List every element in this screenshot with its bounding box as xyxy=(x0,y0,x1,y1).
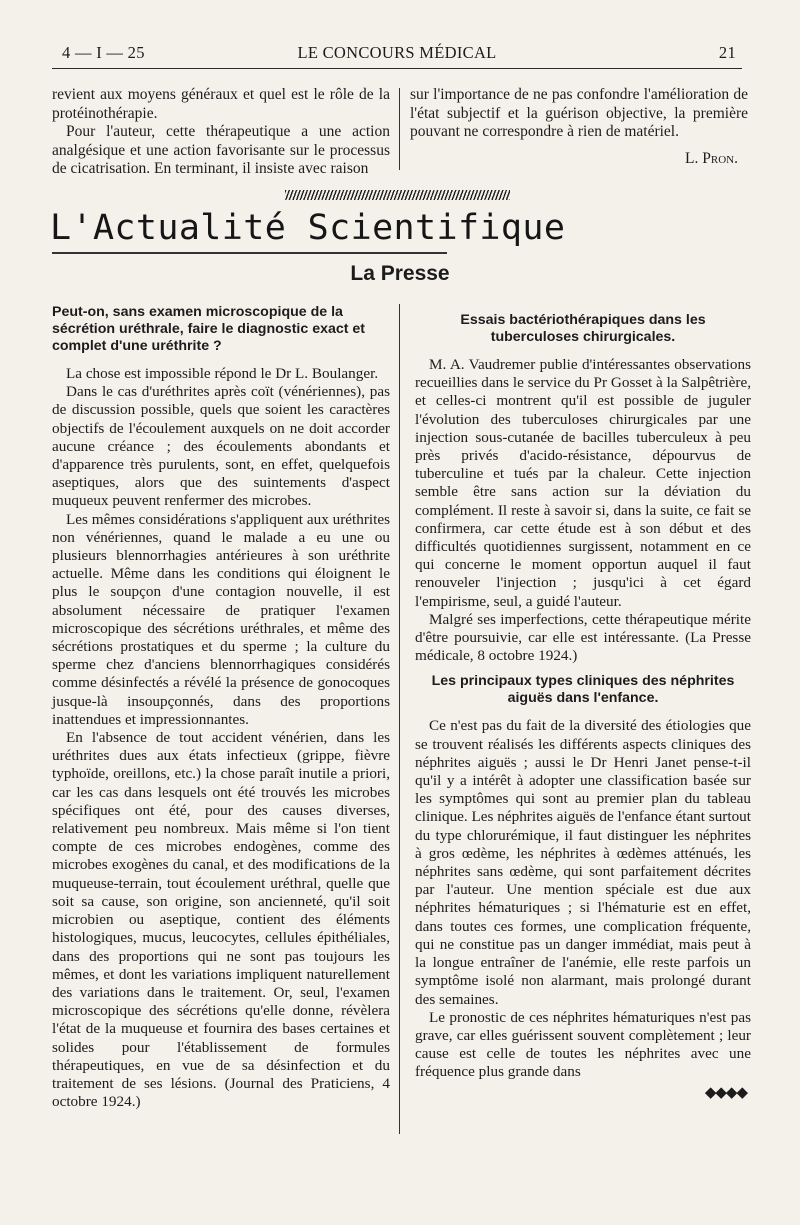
article-2-title: Essais bactériothérapiques dans les tuberculoses chirurgicales. xyxy=(460,312,706,345)
issue-date: 4 — I — 25 xyxy=(62,43,145,62)
page-header xyxy=(52,40,742,69)
previous-article-right-column xyxy=(410,86,748,168)
article-1-paragraph-3: Les mêmes considérations s'appliquent aux uréthrites non vénériennes, quand le malade a eu une ou plusieurs blennorrhagies antérieures à son uréthrite actuelle. Même dans les conditions qui éloignent le plus le soupçon d'une contagion nouvelle, il est absolument nécessaire de pratiquer l'examen microscopique des sécrétions uréthrales, et même des sécrétions prostatiques et du sperme ; la culture du sperme chez d'anciens blennorrhagiques considérés comme désinfectés a révélé la présence de gonocoques jusque-là insoupçonnés, dans des proportions inattendues et impressionnantes. xyxy=(52,510,390,728)
column-divider xyxy=(399,304,400,1134)
article-1-paragraph-4: En l'absence de tout accident vénérien, dans les uréthrites dues aux états infectieux (grippe, fièvre typhoïde, oreillons, etc.) la chose paraît inutile a priori, car les cas dans lesquels ont été trouvés les microbes spécifiques ont été, pour des causes diverses, relativement peu nombreux. Mais même si l'on tient compte de ces microbes endogènes, comme des microbes exogènes du canal, et des modifications de la muqueuse-terrain, tout écoulement uréthral, quelle que soit sa cause, son origine, son ancienneté, qu'il soit microbien ou aseptique, contient des éléments histologiques, mucus, leucocytes, cellules épithéliales, dans des proportions qui ne sont pas toujours les mêmes, et dont les variations impliquent naturellement des variations dans le traitement. Or, seul, l'examen microscopique des sécrétions qu'elle donne, révèlera l'état de la muqueuse et fournira des bases certaines et solides pour l'établissement de formules thérapeutiques, en vue de sa désinfection et du traitement de ses lésions. (Journal des Praticiens, 4 octobre 1924.) xyxy=(52,729,390,1111)
previous-article-text-3: sur l'importance de ne pas confondre l'amélioration de l'état subjectif et la guérison objective, la première pouvant ne correspondre à rien de matériel. xyxy=(410,86,748,141)
article-2-paragraph-2: Malgré ses imperfections, cette thérapeutique mérite d'être poursuivie, car elle est intéressante. (La Presse médicale, 8 octobre 1924.) xyxy=(415,610,751,665)
article-1-title: Peut-on, sans examen microscopique de la sécrétion uréthrale, faire le diagnostic exact et complet d'une uréthrite ? xyxy=(52,304,366,354)
author-signature: L. Pron. xyxy=(685,149,738,167)
end-ornament-icon: ◆◆◆◆ xyxy=(704,1084,747,1101)
journal-name: LE CONCOURS MÉDICAL xyxy=(297,43,497,62)
title-underline xyxy=(52,252,447,254)
article-1-paragraph-2: Dans le cas d'uréthrites après coït (vénériennes), pas de discussion possible, quels que soient les caractères objectifs de l'écoulement auxquels on ne doit accorder aucune créance ; des écoulements abondants et d'apparence très purulents, sont, en effet, quelquefois aseptiques, alors que des suintements d'aspect muqueux peuvent renfermer des microbes. xyxy=(52,383,390,510)
right-column xyxy=(415,304,751,1102)
article-2-paragraph-1: M. A. Vaudremer publie d'intéressantes observations recueillies dans le service du Pr Gosset à la Salpêtrière, et celles-ci montrent qu'il est possible de juguler l'évolution des tuberculoses chirurgicales par une injection sous-cutanée de bacilles tuberculeux à peu près privés d'acido-résistance, dépourvus de tuberculine et tués par la chaleur. Cette injection semble être sans action sur la déviation du complément. Il reste à savoir si, dans la suite, ce fait se confirmera, car cette étude est à son début et des difficultés quotidiennes surgissent, notamment en ce qui concerne le moment opportun auquel il faut renouveler l'injection ; jusqu'ici à cet égard l'empirisme, seul, a guidé l'auteur. xyxy=(415,356,751,610)
previous-article-left-column xyxy=(52,86,390,179)
previous-article-text-2: Pour l'auteur, cette thérapeutique a une action analgésique et une action favorisante sur le processus de cicatrisation. En terminant, il insiste avec raison xyxy=(52,123,390,178)
article-3-paragraph-1: Ce n'est pas du fait de la diversité des étiologies que se trouvent réalisés les différents aspects cliniques des néphrites aiguës ; aussi le Dr Henri Janet pense-t-il qu'il y a intérêt à adopter une classification basée sur les symptômes qui sont au premier plan du tableau clinique. Les néphrites aiguës de l'enfance étant surtout du type chlorurémique, il faut distinguer les néphrites à gros œdème, les néphrites à œdèmes atténués, les néphrites sans œdème, qui sont parfaitement décrites par l'auteur. Une mention spéciale est due aux néphrites hématuriques ; si l'hématurie est en effet, dans toutes ces formes, une complication fréquente, qui ne constitue pas un danger immédiat, mais peut à la longue entraîner de l'anémie, elle reste parfois un symptôme isolé non alarmant, mais prolongé durant des semaines. xyxy=(415,717,751,1008)
subsection-title: La Presse xyxy=(350,262,450,285)
section-title: L'Actualité Scientifique xyxy=(50,208,566,248)
article-3-title: Les principaux types cliniques des néphrites aiguës dans l'enfance. xyxy=(431,673,735,707)
previous-article-text: revient aux moyens généraux et quel est le rôle de la protéinothérapie. xyxy=(52,86,390,122)
page-number: 21 xyxy=(718,43,736,62)
decorative-rule xyxy=(285,190,510,200)
article-1-paragraph-1: La chose est impossible répond le Dr L. Boulanger. xyxy=(66,365,379,382)
left-column xyxy=(52,304,390,1111)
column-divider-top xyxy=(399,88,400,170)
article-3-paragraph-2: Le pronostic de ces néphrites hématuriques n'est pas grave, car elles guérissent souvent complètement ; leur cause est celle de toutes les néphrites avec une fréquence plus grande dans xyxy=(415,1008,751,1081)
